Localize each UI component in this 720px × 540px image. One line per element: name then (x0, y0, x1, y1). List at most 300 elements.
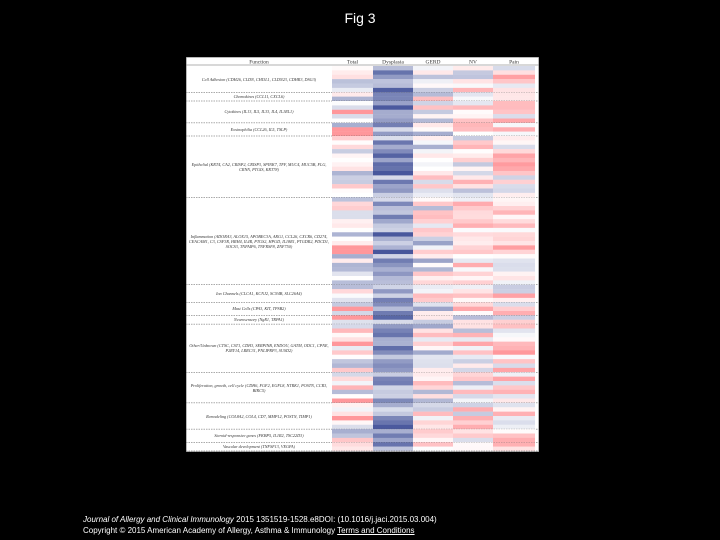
heatmap-cell (332, 189, 373, 194)
heatmap-cell (413, 245, 453, 250)
heatmap-cell (332, 294, 373, 299)
heatmap-cell (453, 267, 493, 272)
heatmap-cell (493, 307, 535, 312)
group-label (188, 123, 330, 136)
heatmap-cell (373, 224, 413, 229)
heatmap-cell (493, 385, 535, 390)
heatmap-cell (453, 442, 493, 447)
heatmap-cell (413, 329, 453, 334)
heatmap-cell (332, 302, 373, 307)
heatmap-cell (332, 329, 373, 334)
heatmap-cell (493, 245, 535, 250)
heatmap-cell (413, 140, 453, 145)
heatmap-cell (373, 359, 413, 364)
heatmap-cell (493, 219, 535, 224)
heatmap-cell (373, 333, 413, 338)
heatmap-cell (413, 224, 453, 229)
heatmap-cell (373, 184, 413, 189)
heatmap-cell (373, 267, 413, 272)
heatmap-cell (373, 416, 413, 421)
heatmap-cell (453, 372, 493, 377)
heatmap-cell (373, 167, 413, 172)
heatmap-cell (413, 364, 453, 369)
heatmap-cell (493, 364, 535, 369)
heatmap-cell (332, 92, 373, 97)
heatmap-cell (332, 320, 373, 325)
heatmap-cell (332, 442, 373, 447)
heatmap-cell (493, 324, 535, 329)
heatmap-cell (332, 280, 373, 285)
heatmap-cell (453, 416, 493, 421)
heatmap-cell (453, 429, 493, 434)
heatmap-cell (453, 245, 493, 250)
heatmap-cell (493, 329, 535, 334)
heatmap-cell (453, 224, 493, 229)
heatmap-cell (453, 425, 493, 430)
heatmap-cell (453, 346, 493, 351)
column-header: Total (346, 59, 359, 66)
heatmap-cell (493, 438, 535, 443)
heatmap-cell (453, 289, 493, 294)
heatmap-cell (332, 219, 373, 224)
heatmap-cell (493, 346, 535, 351)
heatmap-cell (453, 175, 493, 180)
heatmap-cell (373, 127, 413, 132)
group-label (188, 302, 330, 315)
heatmap-cell (453, 407, 493, 412)
heatmap-cell (373, 429, 413, 434)
heatmap-cell (332, 184, 373, 189)
heatmap-cell (413, 412, 453, 417)
heatmap-cell (493, 276, 535, 281)
copyright-text: Copyright © 2015 American Academy of Allergy, Asthma & Immunology (83, 526, 336, 535)
heatmap-cell (373, 202, 413, 207)
heatmap-cell (373, 158, 413, 163)
heatmap-cell (413, 97, 453, 102)
heatmap-cell (493, 254, 535, 259)
heatmap-cell (373, 154, 413, 159)
heatmap-cell (413, 101, 453, 106)
group-label-text: Inflammation (ADORA3, ALOX15, APOBEC3A, ARG1, CCL26, CXCR6, CD274, CEACAM1, C3, CSF3R, HRH4, IL4R, PTGS2, HPGD, IL18R1, PTGDR2, PDCD1, SOCS3, TNFAIP6, TNFRSF8, ZNF750) (188, 233, 330, 249)
heatmap-cell (413, 346, 453, 351)
group-label-text: Vascular development (TNFSF13, VEGFA) (222, 444, 296, 450)
heatmap-cell (332, 447, 373, 452)
heatmap-cell (493, 114, 535, 119)
heatmap (186, 57, 539, 452)
heatmap-cell (453, 149, 493, 154)
heatmap-cell (453, 390, 493, 395)
citation-text: 2015 1351519-1528.e8DOI: (10.1016/j.jaci.2015.03.004) (233, 515, 437, 524)
heatmap-cell (413, 123, 453, 128)
heatmap-cell (373, 180, 413, 185)
heatmap-cell (493, 263, 535, 268)
heatmap-cell (453, 145, 493, 150)
heatmap-cell (493, 158, 535, 163)
heatmap-cell (493, 70, 535, 75)
heatmap-cell (332, 123, 373, 128)
heatmap-cell (493, 399, 535, 404)
heatmap-cell (453, 119, 493, 124)
heatmap-cell (493, 197, 535, 202)
heatmap-cell (453, 311, 493, 316)
group-label-text: Neurosensory (NgR1, TRPA1) (233, 317, 285, 323)
heatmap-cell (373, 66, 413, 71)
heatmap-cell (332, 162, 373, 167)
group-label (188, 197, 330, 285)
heatmap-cell (373, 123, 413, 128)
column-header: Function (249, 59, 269, 66)
heatmap-cell (332, 399, 373, 404)
heatmap-cell (332, 154, 373, 159)
heatmap-cell (332, 385, 373, 390)
heatmap-cell (453, 385, 493, 390)
heatmap-cell (453, 202, 493, 207)
heatmap-cell (332, 114, 373, 119)
heatmap-cell (332, 434, 373, 439)
heatmap-cell (332, 79, 373, 84)
heatmap-cell (373, 140, 413, 145)
heatmap-cell (373, 307, 413, 312)
heatmap-cell (453, 92, 493, 97)
heatmap-cell (373, 241, 413, 246)
heatmap-cell (413, 372, 453, 377)
heatmap-cell (332, 394, 373, 399)
group-label (188, 285, 330, 303)
heatmap-cell (453, 219, 493, 224)
column-header: GERD (425, 59, 441, 66)
heatmap-cell (413, 276, 453, 281)
heatmap-cell (413, 250, 453, 255)
group-label (188, 442, 330, 451)
heatmap-cell (373, 372, 413, 377)
heatmap-cell (373, 311, 413, 316)
heatmap-cell (493, 215, 535, 220)
group-label-text: Eosinophilia (CCL26, IL5, TSLP) (230, 126, 288, 132)
citation-footer (83, 514, 437, 536)
heatmap-cell (493, 368, 535, 373)
heatmap-cell (373, 355, 413, 360)
heatmap-cell (332, 175, 373, 180)
heatmap-cell (332, 368, 373, 373)
heatmap-cell (493, 280, 535, 285)
heatmap-cell (413, 193, 453, 198)
heatmap-cell (493, 337, 535, 342)
citation-line (83, 514, 437, 525)
heatmap-cell (453, 101, 493, 106)
group-label-text: Cytokines (IL13, IL5, IL33, IL4, IL1RL1) (224, 109, 294, 115)
heatmap-cell (493, 333, 535, 338)
heatmap-cell (413, 232, 453, 237)
heatmap-cell (493, 193, 535, 198)
heatmap-cell (413, 145, 453, 150)
heatmap-cell (493, 285, 535, 290)
heatmap-cell (373, 105, 413, 110)
heatmap-cell (453, 189, 493, 194)
heatmap-cell (373, 259, 413, 264)
heatmap-cell (453, 272, 493, 277)
heatmap-cell (493, 241, 535, 246)
heatmap-cell (373, 385, 413, 390)
heatmap-cell (413, 202, 453, 207)
heatmap-cell (453, 364, 493, 369)
heatmap-cell (332, 429, 373, 434)
heatmap-cell (453, 412, 493, 417)
heatmap-cell (413, 315, 453, 320)
heatmap-cell (373, 132, 413, 137)
heatmap-cell (413, 263, 453, 268)
heatmap-cell (373, 101, 413, 106)
heatmap-cell (453, 132, 493, 137)
heatmap-cell (373, 294, 413, 299)
heatmap-cell (413, 92, 453, 97)
heatmap-cell (413, 132, 453, 137)
heatmap-cell (413, 206, 453, 211)
heatmap-cell (453, 114, 493, 119)
group-label-text: Remodeling (COL8A2, COL4, CD7, MMP12, POSTN, TIMP1) (206, 413, 312, 419)
heatmap-cell (332, 355, 373, 360)
heatmap-cell (373, 390, 413, 395)
heatmap-cell (413, 162, 453, 167)
heatmap-cell (453, 250, 493, 255)
heatmap-cell (373, 285, 413, 290)
heatmap-cell (332, 66, 373, 71)
heatmap-cell (332, 97, 373, 102)
heatmap-cell (373, 92, 413, 97)
heatmap-cell (373, 412, 413, 417)
heatmap-cell (332, 420, 373, 425)
heatmap-cell (493, 110, 535, 115)
heatmap-cell (373, 162, 413, 167)
heatmap-cell (332, 250, 373, 255)
heatmap-cell (453, 97, 493, 102)
heatmap-cell (453, 377, 493, 382)
group-label-text: Epithelial (KRT4, CA2, CRISP2, CRISP3, SPINK7, TFF, MUC4, MUC5B, FLG, CRNN, PTGIS, KRT78) (191, 161, 327, 172)
heatmap-cell (413, 302, 453, 307)
heatmap-cell (373, 324, 413, 329)
heatmap-cell (453, 333, 493, 338)
heatmap-cell (453, 307, 493, 312)
heatmap-cell (493, 105, 535, 110)
heatmap-cell (332, 149, 373, 154)
heatmap-cell (453, 350, 493, 355)
heatmap-cell (413, 105, 453, 110)
heatmap-cell (493, 355, 535, 360)
heatmap-cell (413, 333, 453, 338)
heatmap-cell (373, 289, 413, 294)
heatmap-cell (413, 394, 453, 399)
heatmap-cell (493, 259, 535, 264)
heatmap-cell (332, 324, 373, 329)
heatmap-cell (373, 197, 413, 202)
heatmap-cell (413, 84, 453, 89)
heatmap-cell (453, 399, 493, 404)
heatmap-cell (493, 267, 535, 272)
heatmap-cell (493, 92, 535, 97)
heatmap-cell (413, 320, 453, 325)
heatmap-cell (453, 280, 493, 285)
heatmap-cell (373, 368, 413, 373)
heatmap-cell (453, 228, 493, 233)
heatmap-cell (373, 70, 413, 75)
heatmap-cell (413, 210, 453, 215)
heatmap-cell (453, 337, 493, 342)
heatmap-cell (413, 294, 453, 299)
heatmap-cell (413, 377, 453, 382)
heatmap-cell (493, 202, 535, 207)
heatmap-cell (413, 289, 453, 294)
heatmap-cell (332, 171, 373, 176)
heatmap-cell (332, 88, 373, 93)
heatmap-cell (493, 390, 535, 395)
heatmap-cell (493, 84, 535, 89)
heatmap-cell (413, 75, 453, 80)
heatmap-cell (413, 237, 453, 242)
terms-link[interactable]: Terms and Conditions (337, 526, 415, 535)
slide-title: Fig 3 (344, 10, 376, 26)
heatmap-cell (453, 162, 493, 167)
heatmap-cell (413, 154, 453, 159)
journal-name: Journal of Allergy and Clinical Immunology (83, 515, 234, 524)
heatmap-cell (413, 342, 453, 347)
heatmap-cell (373, 350, 413, 355)
heatmap-cell (413, 127, 453, 132)
heatmap-cell (413, 280, 453, 285)
heatmap-cell (413, 88, 453, 93)
heatmap-cell (373, 119, 413, 124)
heatmap-cell (332, 140, 373, 145)
heatmap-cell (453, 105, 493, 110)
heatmap-cell (493, 250, 535, 255)
heatmap-cell (332, 372, 373, 377)
heatmap-cell (453, 394, 493, 399)
heatmap-cell (332, 105, 373, 110)
heatmap-cell (493, 381, 535, 386)
group-label-text: Proliferation, growth, cell cycle (CDH6, FGF2, EGFL8, NTRK1, POSTN, CCR3, BIRC5) (190, 382, 328, 393)
heatmap-cell (493, 294, 535, 299)
heatmap-cell (413, 324, 453, 329)
group-label (188, 315, 330, 324)
heatmap-cell (493, 88, 535, 93)
heatmap-cell (332, 136, 373, 141)
heatmap-cell (332, 438, 373, 443)
heatmap-cell (332, 381, 373, 386)
heatmap-cell (332, 206, 373, 211)
heatmap-cell (413, 311, 453, 316)
heatmap-cell (373, 175, 413, 180)
heatmap-cell (373, 438, 413, 443)
heatmap-cell (413, 438, 453, 443)
heatmap-cell (332, 224, 373, 229)
heatmap-cell (373, 114, 413, 119)
heatmap-cell (413, 215, 453, 220)
heatmap-cell (332, 403, 373, 408)
heatmap-cell (373, 263, 413, 268)
heatmap-cell (413, 158, 453, 163)
heatmap-cell (413, 228, 453, 233)
heatmap-cell (413, 399, 453, 404)
heatmap-cell (453, 324, 493, 329)
heatmap-figure (186, 57, 539, 452)
heatmap-cell (493, 416, 535, 421)
heatmap-cell (373, 407, 413, 412)
heatmap-cell (453, 403, 493, 408)
heatmap-cell (413, 171, 453, 176)
heatmap-cell (493, 342, 535, 347)
heatmap-cell (493, 206, 535, 211)
heatmap-cell (332, 75, 373, 80)
heatmap-cell (413, 298, 453, 303)
heatmap-cell (413, 167, 453, 172)
heatmap-cell (453, 84, 493, 89)
heatmap-cell (453, 206, 493, 211)
heatmap-cell (413, 114, 453, 119)
heatmap-cell (453, 329, 493, 334)
heatmap-cell (493, 119, 535, 124)
heatmap-cell (453, 193, 493, 198)
heatmap-cell (453, 259, 493, 264)
group-label-text: Cell Adhesion (CDH26, CLDN, CHI3L1, CLDN23, CDHR3, DSG3) (201, 76, 317, 82)
heatmap-cell (453, 368, 493, 373)
heatmap-cell (332, 127, 373, 132)
heatmap-cell (413, 381, 453, 386)
heatmap-cell (332, 276, 373, 281)
heatmap-cell (373, 145, 413, 150)
group-label-text: Other/Unknown (CTSC, CST1, CDH3, SERPINB, ENDOU, GATM, ODC1, CPNE, P2RY14, LRRC31, PNLIPRP3, SUSD2) (189, 343, 329, 354)
heatmap-cell (493, 184, 535, 189)
heatmap-cell (332, 267, 373, 272)
heatmap-cell (332, 272, 373, 277)
heatmap-cell (493, 171, 535, 176)
group-label (188, 66, 330, 92)
heatmap-cell (453, 320, 493, 325)
heatmap-cell (373, 320, 413, 325)
heatmap-cell (453, 171, 493, 176)
heatmap-cell (373, 280, 413, 285)
heatmap-cell (493, 167, 535, 172)
heatmap-cell (332, 215, 373, 220)
heatmap-cell (493, 162, 535, 167)
heatmap-cell (453, 215, 493, 220)
heatmap-cell (373, 272, 413, 277)
column-header: Pain (509, 59, 519, 66)
heatmap-cell (413, 337, 453, 342)
heatmap-cell (493, 149, 535, 154)
heatmap-cell (413, 390, 453, 395)
heatmap-cell (493, 145, 535, 150)
heatmap-cell (332, 193, 373, 198)
heatmap-cell (453, 210, 493, 215)
heatmap-cell (332, 228, 373, 233)
heatmap-cell (453, 285, 493, 290)
heatmap-cell (373, 342, 413, 347)
heatmap-cell (373, 219, 413, 224)
heatmap-cell (332, 416, 373, 421)
heatmap-cell (453, 254, 493, 259)
heatmap-cell (332, 101, 373, 106)
heatmap-cell (413, 442, 453, 447)
heatmap-cell (332, 342, 373, 347)
heatmap-cell (413, 149, 453, 154)
heatmap-cell (413, 429, 453, 434)
heatmap-cell (373, 381, 413, 386)
group-label (188, 101, 330, 123)
heatmap-cell (493, 228, 535, 233)
heatmap-cell (493, 75, 535, 80)
heatmap-cell (493, 394, 535, 399)
heatmap-cell (453, 237, 493, 242)
heatmap-cell (373, 315, 413, 320)
heatmap-cell (332, 145, 373, 150)
